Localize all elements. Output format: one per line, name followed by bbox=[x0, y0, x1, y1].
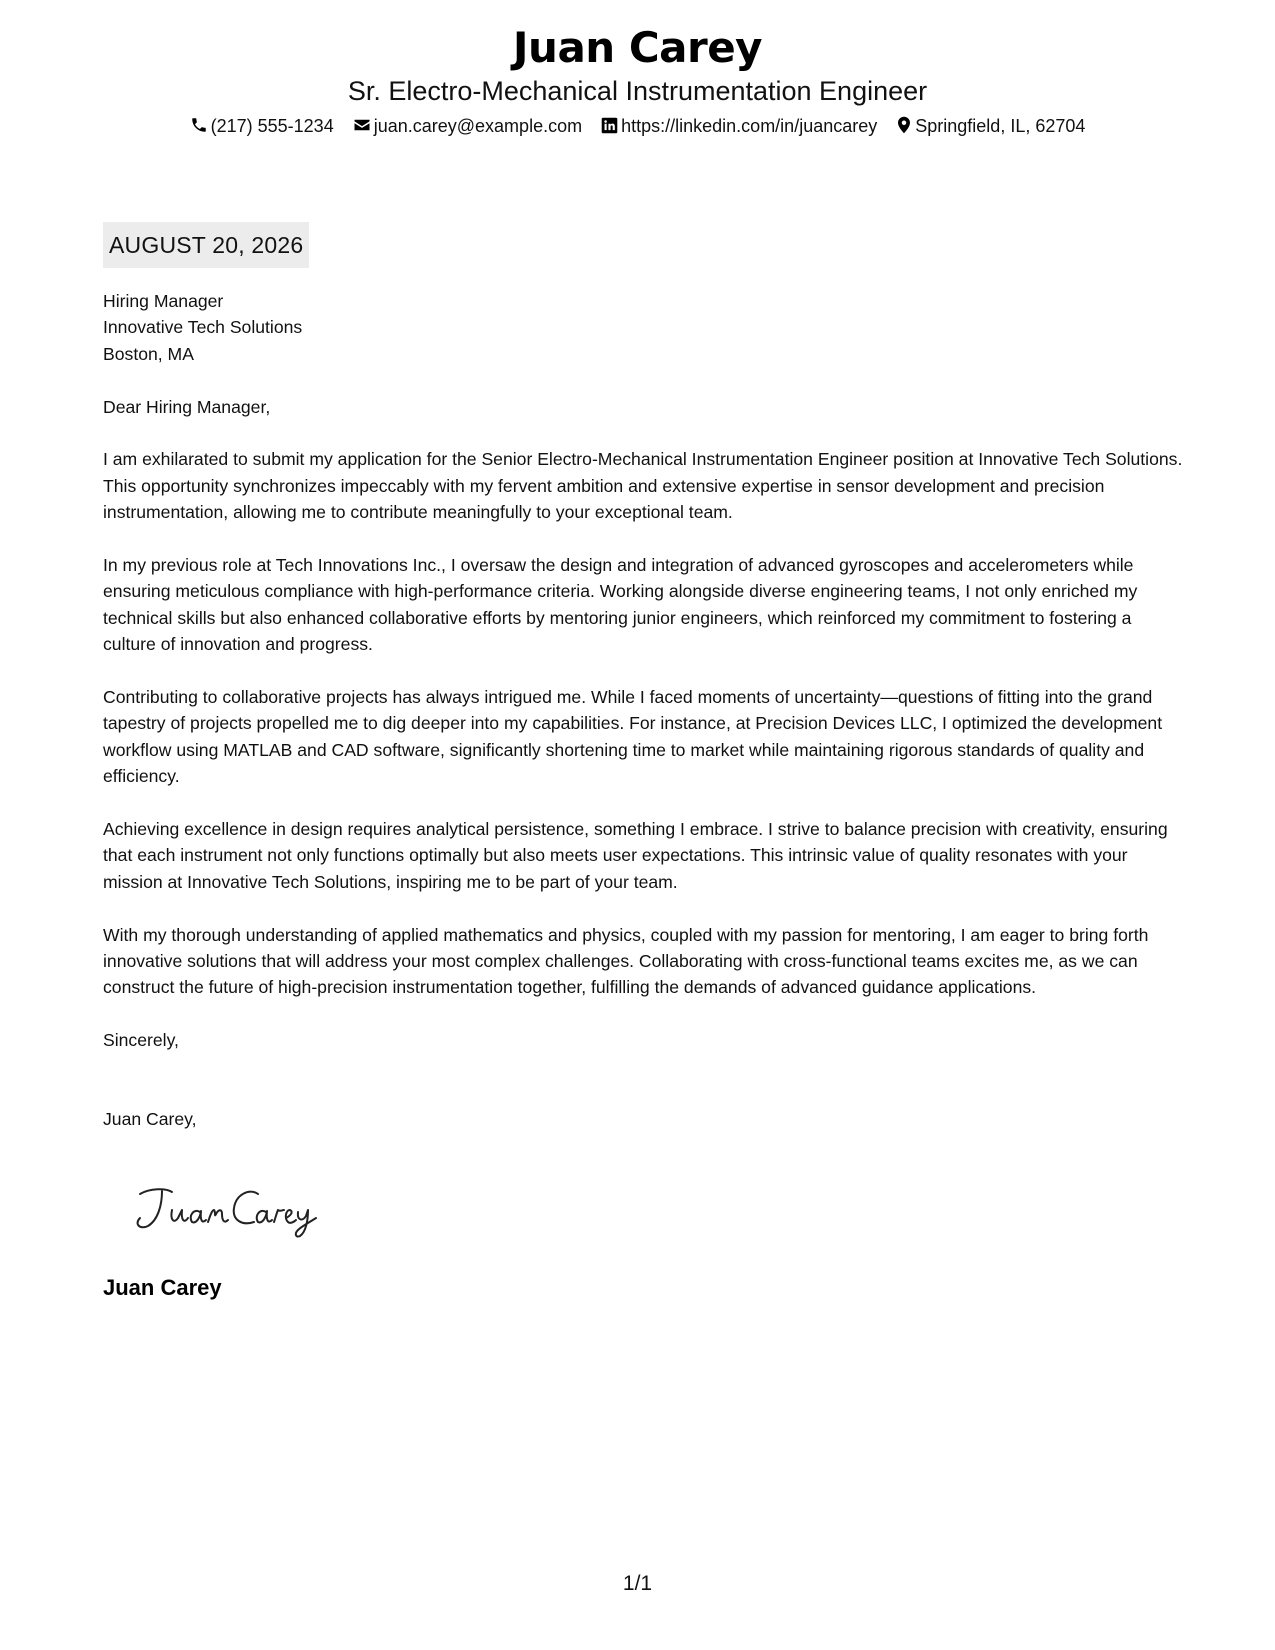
linkedin-icon bbox=[601, 117, 618, 134]
recipient-block bbox=[103, 288, 1183, 367]
body-paragraph: Contributing to collaborative projects has always intrigued me. While I faced moments of uncertainty—questions of fitting into the grand tapestry of projects propelled me to dig deeper into my capabilities. For instance, at Precision Devices LLC, I optimized the development workflow using MATLAB and CAD software, significantly shortening time to market while maintaining rigorous standards of quality and efficiency. bbox=[103, 687, 1163, 787]
location-text: Springfield, IL, 62704 bbox=[915, 116, 1086, 136]
recipient-company: Innovative Tech Solutions bbox=[103, 317, 303, 338]
signature-name: Juan Carey bbox=[103, 1275, 222, 1300]
contact-location[interactable] bbox=[896, 114, 1085, 138]
contact-bar bbox=[0, 114, 1275, 138]
envelope-icon bbox=[353, 116, 371, 134]
letter-header bbox=[0, 22, 1275, 138]
recipient-location: Boston, MA bbox=[103, 343, 194, 364]
body-paragraph: In my previous role at Tech Innovations Inc., I oversaw the design and integration of advanced gyroscopes and accelerometers while ensuring meticulous compliance with high-performance criteria. Working alongside diverse engineering teams, I not only enriched my technical skills but also enhanced collaborative efforts by mentoring junior engineers, which reinforced my commitment to fostering a culture of innovation and progress. bbox=[103, 555, 1138, 655]
closing: Sincerely, bbox=[103, 1030, 179, 1051]
email-text: juan.carey@example.com bbox=[373, 116, 583, 136]
letter-body bbox=[103, 288, 1183, 1159]
body-paragraph: I am exhilarated to submit my application for the Senior Electro-Mechanical Instrumentation Engineer position at Innovative Tech Solutions. This opportunity synchronizes impeccably with my fervent ambition and extensive expertise in sensor development and precision instrumentation, allowing me to contribute meaningfully to your exceptional team. bbox=[103, 449, 1183, 523]
contact-phone[interactable] bbox=[190, 114, 334, 138]
signature-image bbox=[132, 1180, 332, 1240]
map-marker-icon bbox=[896, 116, 912, 134]
contact-linkedin[interactable] bbox=[601, 114, 877, 138]
body-paragraph: With my thorough understanding of applied mathematics and physics, coupled with my passion for mentoring, I am eager to bring forth innovative solutions that will address your most complex challenges. Collaborating with cross-functional teams excites me, as we can construct the future of high-precision instrumentation together, fulfilling the demands of advanced guidance applications. bbox=[103, 924, 1149, 998]
letter-date: AUGUST 20, 2026 bbox=[103, 222, 309, 268]
applicant-name: Juan Carey bbox=[512, 23, 763, 72]
handwritten-signature bbox=[132, 1180, 332, 1240]
linkedin-text: https://linkedin.com/in/juancarey bbox=[621, 116, 878, 136]
salutation: Dear Hiring Manager, bbox=[103, 396, 271, 417]
contact-email[interactable] bbox=[353, 114, 582, 138]
recipient-title: Hiring Manager bbox=[103, 291, 224, 311]
phone-icon bbox=[190, 116, 208, 134]
page-number: 1/1 bbox=[622, 1572, 653, 1595]
sign-off-name: Juan Carey, bbox=[103, 1109, 197, 1130]
applicant-title: Sr. Electro-Mechanical Instrumentation Engineer bbox=[347, 76, 928, 106]
body-paragraph: Achieving excellence in design requires analytical persistence, something I embrace. I strive to balance precision with creativity, ensuring that each instrument not only functions optimally but also meets user expectations. This intrinsic value of quality resonates with your mission at Innovative Tech Solutions, inspiring me to be part of your team. bbox=[103, 819, 1168, 892]
phone-text: (217) 555-1234 bbox=[210, 116, 334, 136]
